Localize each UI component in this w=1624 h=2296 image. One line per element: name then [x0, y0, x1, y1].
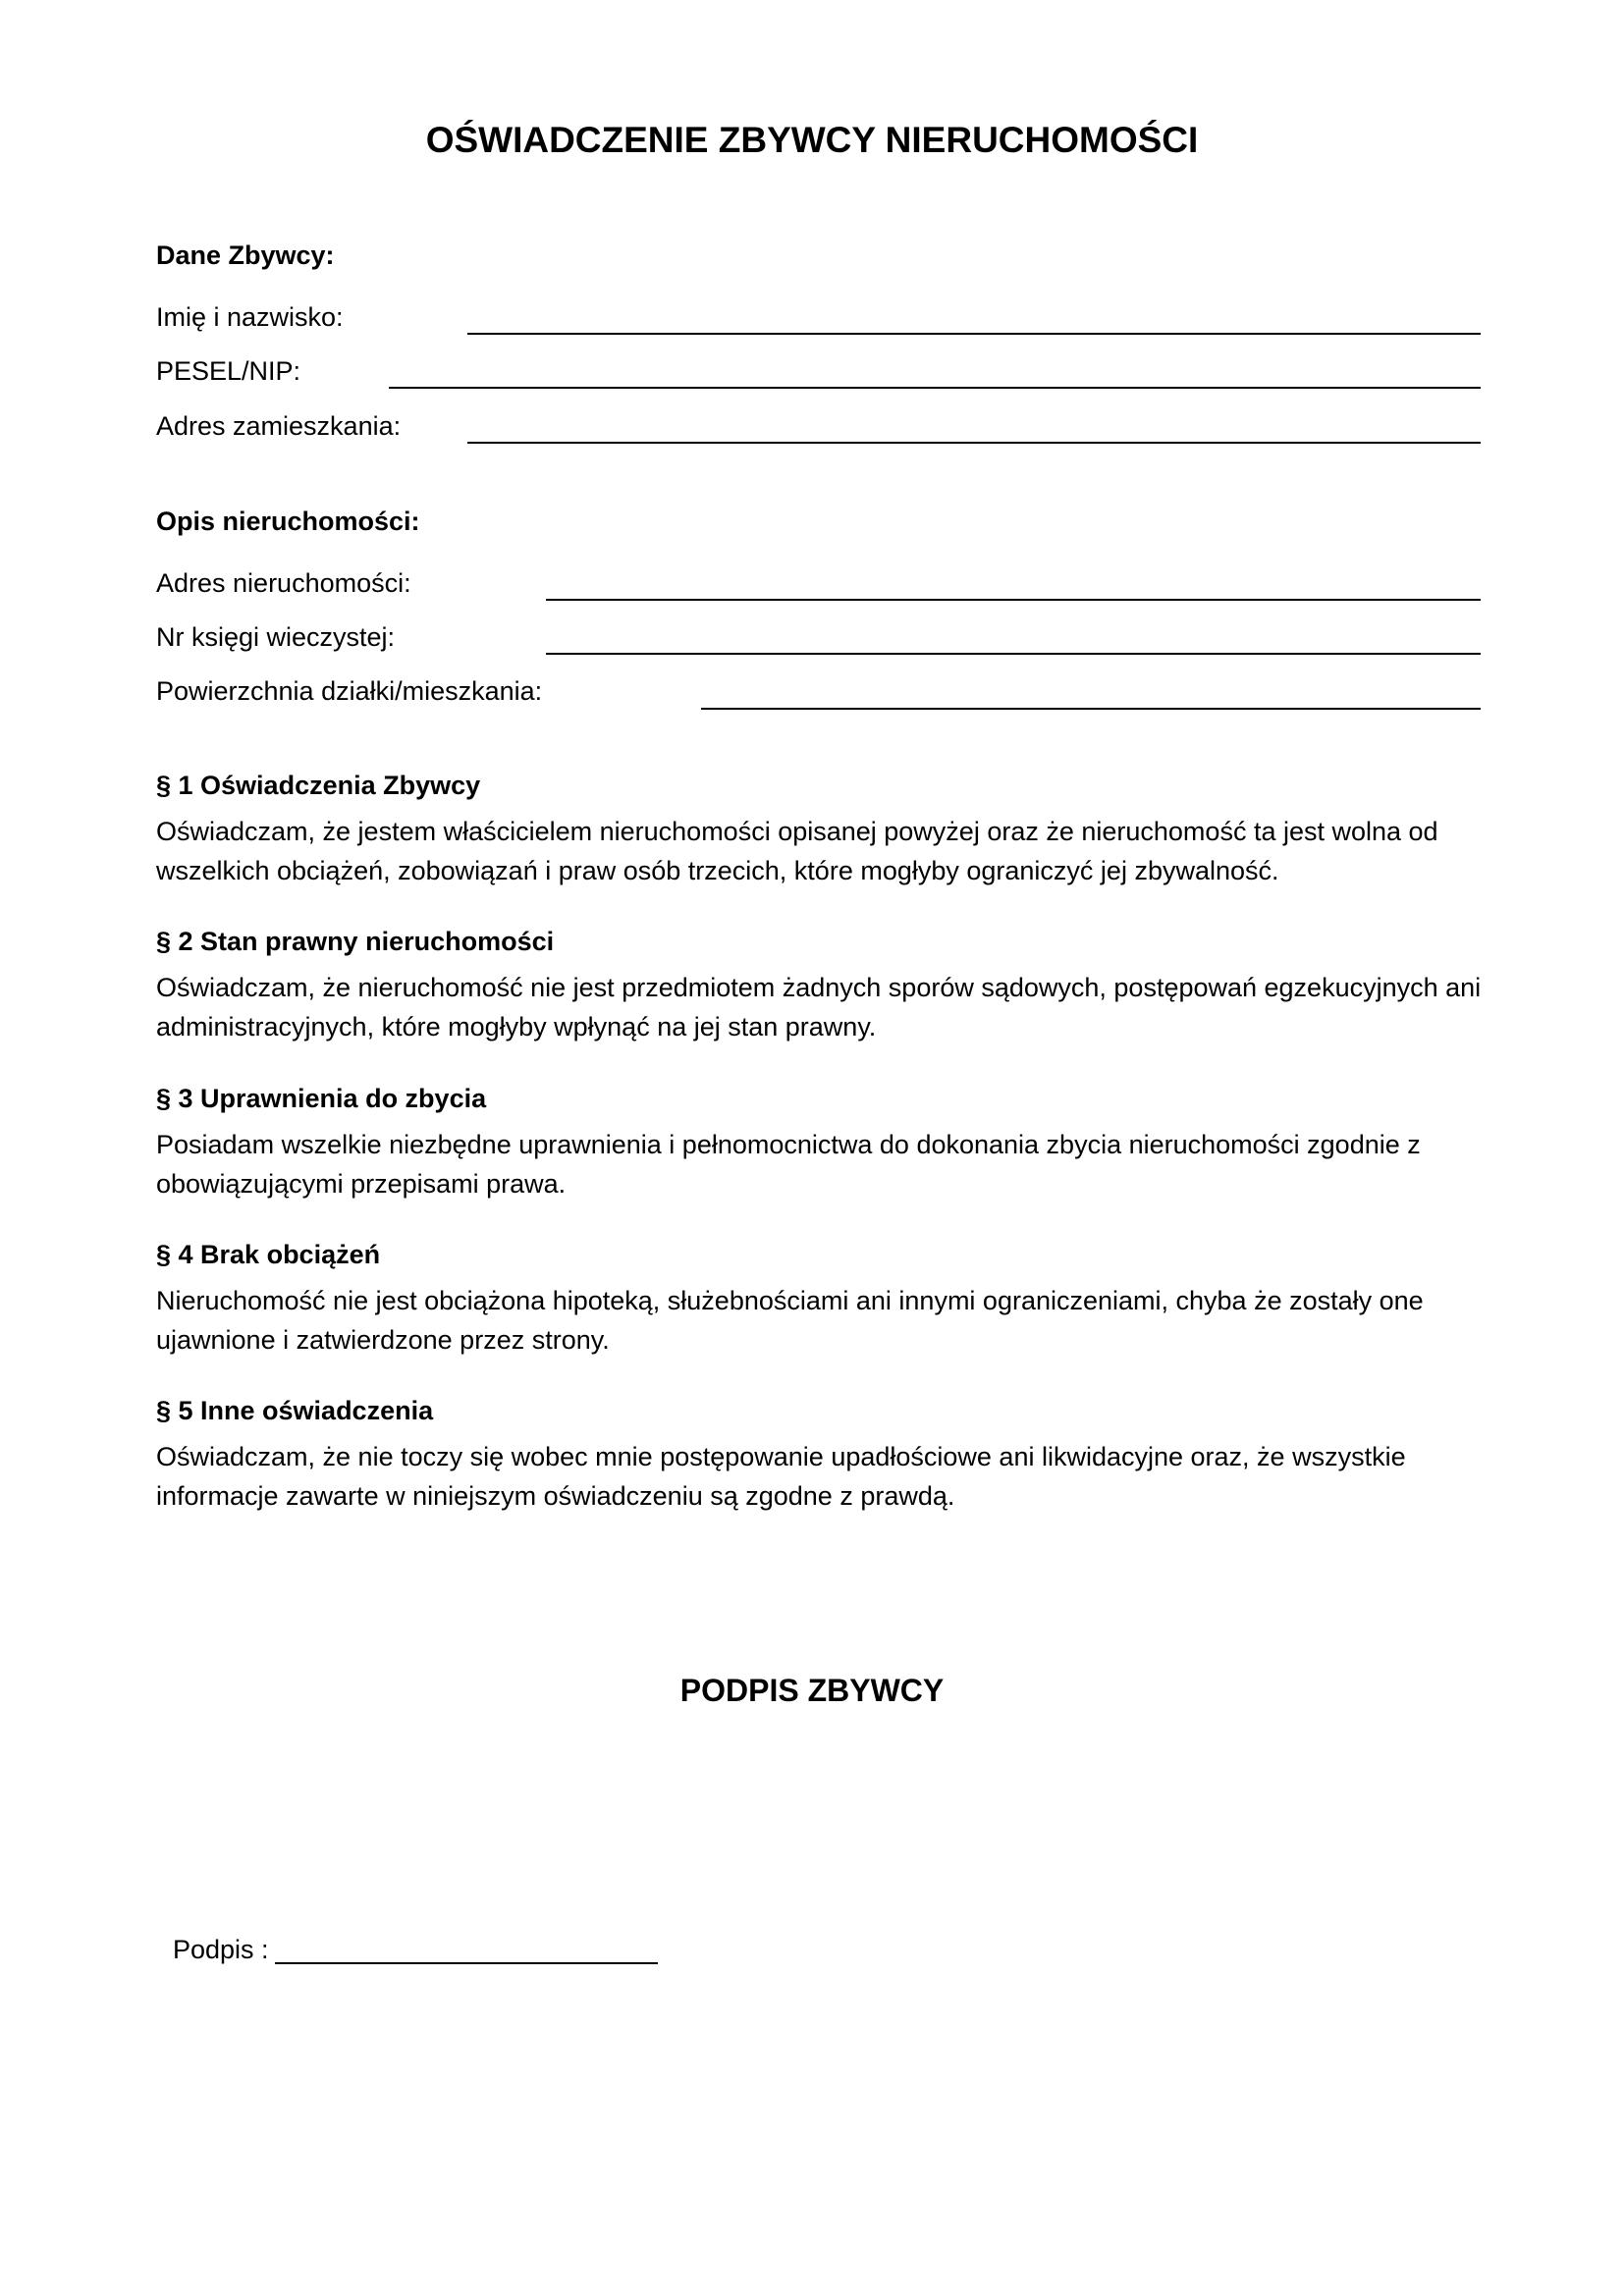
seller-address-label: Adres zamieszkania:	[156, 411, 402, 441]
seller-pesel-field[interactable]	[389, 387, 1481, 389]
land-register-field[interactable]	[546, 653, 1481, 655]
seller-pesel-label: PESEL/NIP:	[156, 356, 301, 386]
seller-name-label: Imię i nazwisko:	[156, 302, 344, 332]
signature-label: Podpis :	[173, 1935, 269, 1964]
property-address-field[interactable]	[546, 599, 1481, 601]
seller-section-heading: Dane Zbywcy:	[156, 240, 335, 270]
paragraph-2-text: Oświadczam, że nieruchomość nie jest przedmiotem żadnych sporów sądowych, postępowań egzekucyjnych ani administracyjnych, które mogłyby wpłynąć na jej stan prawny.	[156, 973, 1482, 1041]
document-title: OŚWIADCZENIE ZBYWCY NIERUCHOMOŚCI	[425, 120, 1199, 160]
paragraph-1-heading: § 1 Oświadczenia Zbywcy	[156, 771, 481, 800]
paragraph-1-text: Oświadczam, że jestem właścicielem nieruchomości opisanej powyżej oraz że nieruchomość ta jest wolna od wszelkich obciążeń, zobowiązań i praw osób trzecich, które mogłyby ograniczyć jej zbywalność.	[156, 817, 1438, 885]
signature-row	[173, 1932, 658, 1967]
paragraph-5-text: Oświadczam, że nie toczy się wobec mnie postępowanie upadłościowe ani likwidacyjne oraz, że wszystkie informacje zawarte w niniejszym oświadczeniu są zgodne z prawdą.	[156, 1442, 1406, 1511]
signature-heading: PODPIS ZBYWCY	[679, 1673, 945, 1708]
property-address-label: Adres nieruchomości:	[156, 568, 411, 598]
paragraph-4-text: Nieruchomość nie jest obciążona hipoteką, służebnościami ani innymi ograniczeniami, chyba że zostały one ujawnione i zatwierdzone przez strony.	[156, 1286, 1424, 1355]
signature-field[interactable]	[275, 1962, 658, 1964]
land-register-label: Nr księgi wieczystej:	[156, 622, 396, 652]
property-area-label: Powierzchnia działki/mieszkania:	[156, 676, 543, 706]
paragraph-4-heading: § 4 Brak obciążeń	[156, 1240, 381, 1269]
paragraph-5-heading: § 5 Inne oświadczenia	[156, 1396, 434, 1425]
paragraph-2-heading: § 2 Stan prawny nieruchomości	[156, 927, 555, 956]
paragraph-3-text: Posiadam wszelkie niezbędne uprawnienia i pełnomocnictwa do dokonania zbycia nieruchomości zgodnie z obowiązującymi przepisami prawa.	[156, 1130, 1421, 1199]
property-area-field[interactable]	[701, 708, 1481, 710]
seller-name-field[interactable]	[467, 333, 1481, 335]
property-section-heading: Opis nieruchomości:	[156, 507, 420, 536]
seller-address-field[interactable]	[467, 442, 1481, 444]
paragraph-3-heading: § 3 Uprawnienia do zbycia	[156, 1084, 487, 1113]
